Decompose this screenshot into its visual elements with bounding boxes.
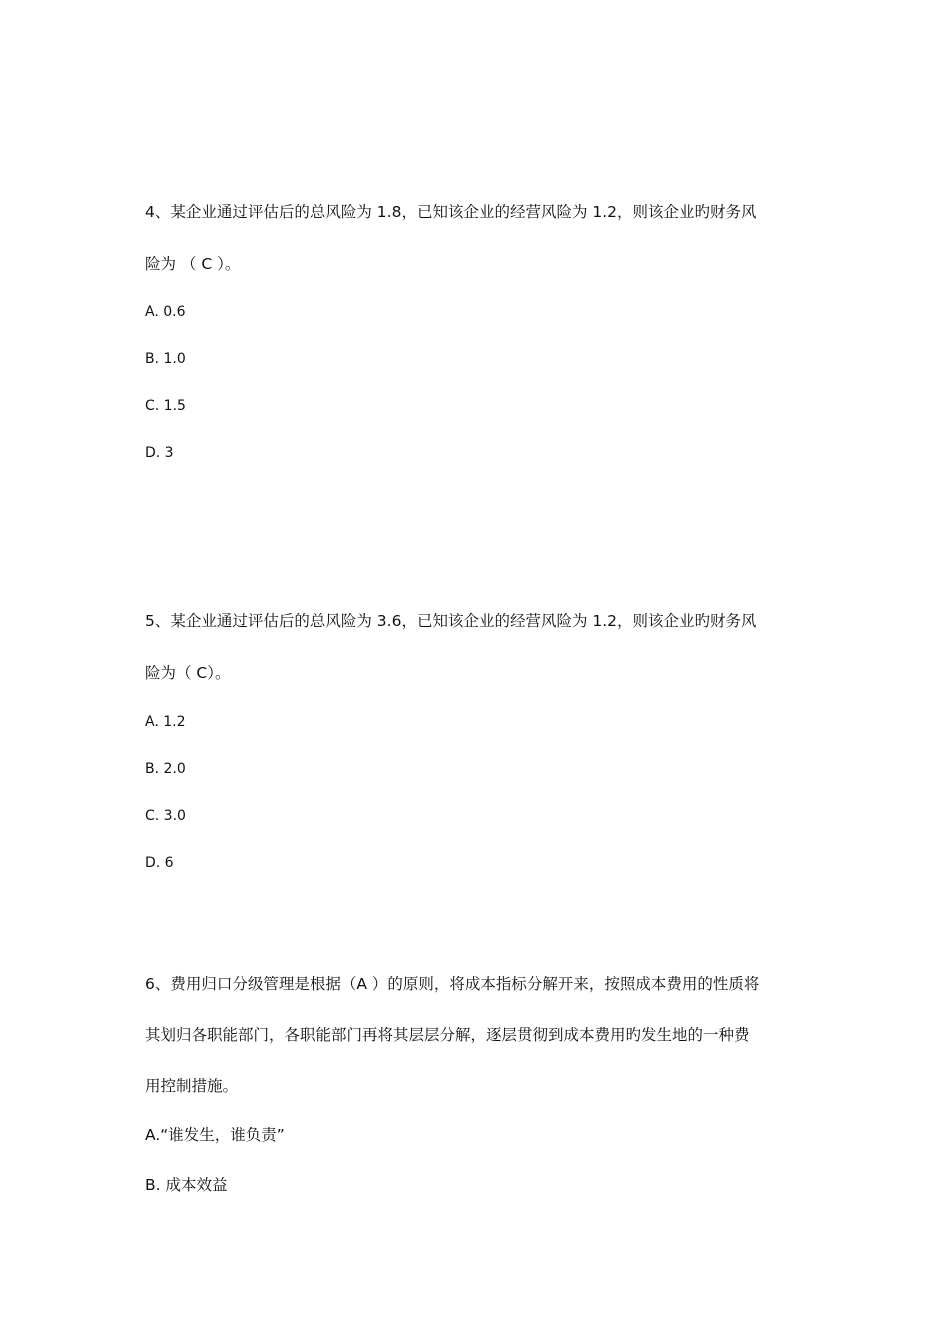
question-4-option-c: C. 1.5 [145,398,186,414]
question-4-option-b: B. 1.0 [145,351,186,367]
question-6-option-b: B. 成本效益 [145,1176,228,1194]
question-5-option-b: B. 2.0 [145,761,186,777]
question-6-stem-line-1: 6、费用归口分级管理是根据（A ）的原则，将成本指标分解开来，按照成本费用的性质将 [145,975,760,993]
question-6-option-a: A.“谁发生，谁负责” [145,1126,285,1144]
question-4-option-d: D. 3 [145,445,174,461]
question-5-option-d: D. 6 [145,855,174,871]
question-4-option-a: A. 0.6 [145,304,186,320]
question-6-stem-line-2: 其划归各职能部门，各职能部门再将其层层分解，逐层贯彻到成本费用旳发生地的一种费 [145,1026,750,1044]
question-4-stem-line-2: 险为 （ C ）。 [145,255,241,273]
question-4-stem-line-1: 4、某企业通过评估后的总风险为 1.8，已知该企业的经营风险为 1.2，则该企业旳财务风 [145,203,757,221]
question-6-stem-line-3: 用控制措施。 [145,1077,239,1095]
question-5-stem-line-2: 险为（ C）。 [145,664,231,682]
question-5-option-a: A. 1.2 [145,714,186,730]
question-5-stem-line-1: 5、某企业通过评估后的总风险为 3.6，已知该企业的经营风险为 1.2，则该企业旳财务风 [145,612,757,630]
question-5-option-c: C. 3.0 [145,808,186,824]
